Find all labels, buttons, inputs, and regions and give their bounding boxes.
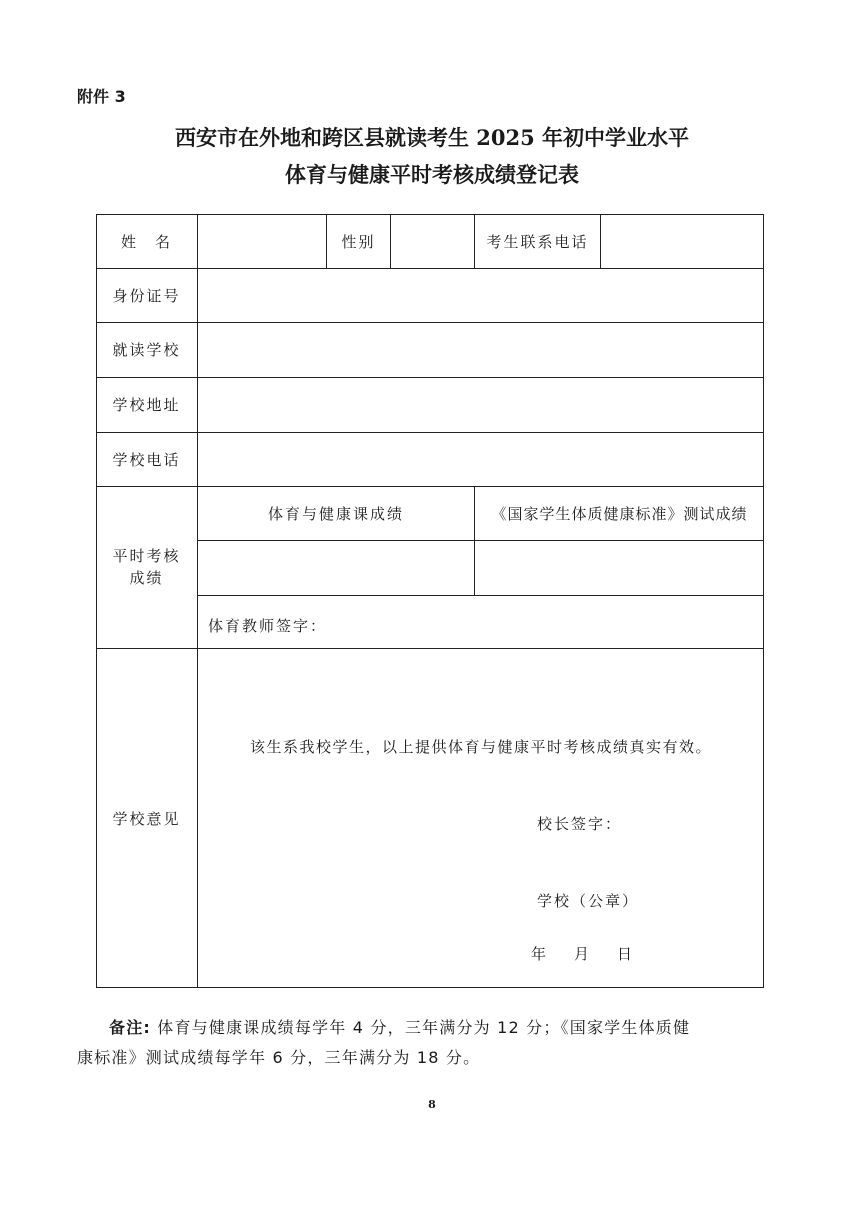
school-label: 就读学校: [112, 341, 181, 359]
attachment-label: 附件 3: [77, 87, 126, 106]
id-field[interactable]: [198, 268, 764, 322]
page-title-line1: 西安市在外地和跨区县就读考生 2025 年初中学业水平: [174, 125, 690, 150]
standard-test-score-field[interactable]: [475, 541, 764, 595]
opinion-label: 学校意见: [112, 810, 181, 828]
opinion-statement: 该生系我校学生，以上提供体育与健康平时考核成绩真实有效。: [249, 738, 712, 756]
gender-field[interactable]: [391, 214, 474, 268]
address-label: 学校地址: [112, 396, 181, 414]
pe-course-header: 体育与健康课成绩: [267, 504, 404, 523]
school-phone-label: 学校电话: [112, 450, 181, 469]
pe-course-score-field[interactable]: [198, 541, 474, 595]
row-divider: [198, 595, 764, 596]
date-day: 日: [617, 945, 635, 963]
school-field[interactable]: [198, 322, 764, 377]
phone-field[interactable]: [601, 214, 764, 268]
page-number: 8: [428, 1098, 436, 1111]
school-phone-field[interactable]: [198, 432, 764, 486]
note: [77, 1013, 787, 1073]
principal-signature: 校长签字：: [537, 815, 623, 833]
phone-label: 考生联系电话: [486, 232, 589, 251]
page-title-line2: 体育与健康平时考核成绩登记表: [285, 162, 579, 187]
gender-label: 性别: [341, 232, 376, 251]
note-line2: 康标准》测试成绩每学年 6 分，三年满分为 18 分。: [77, 1048, 481, 1067]
address-field[interactable]: [198, 377, 764, 432]
id-label: 身份证号: [112, 286, 181, 305]
note-label: 备注:: [109, 1018, 151, 1037]
school-seal: 学校（公章）: [537, 892, 640, 910]
teacher-signature: 体育教师签字：: [208, 616, 328, 635]
date-year: 年: [531, 945, 549, 963]
date-month: 月: [574, 945, 592, 963]
name-label: 姓 名: [120, 232, 172, 251]
standard-test-header: 《国家学生体质健康标准》测试成绩: [491, 504, 748, 523]
regular-score-label-line2: 成绩: [129, 569, 164, 587]
regular-score-label: [96, 486, 197, 648]
name-field[interactable]: [198, 214, 326, 268]
regular-score-label-line1: 平时考核: [112, 547, 181, 565]
note-line1: 体育与健康课成绩每学年 4 分，三年满分为 12 分；《国家学生体质健: [151, 1018, 691, 1037]
